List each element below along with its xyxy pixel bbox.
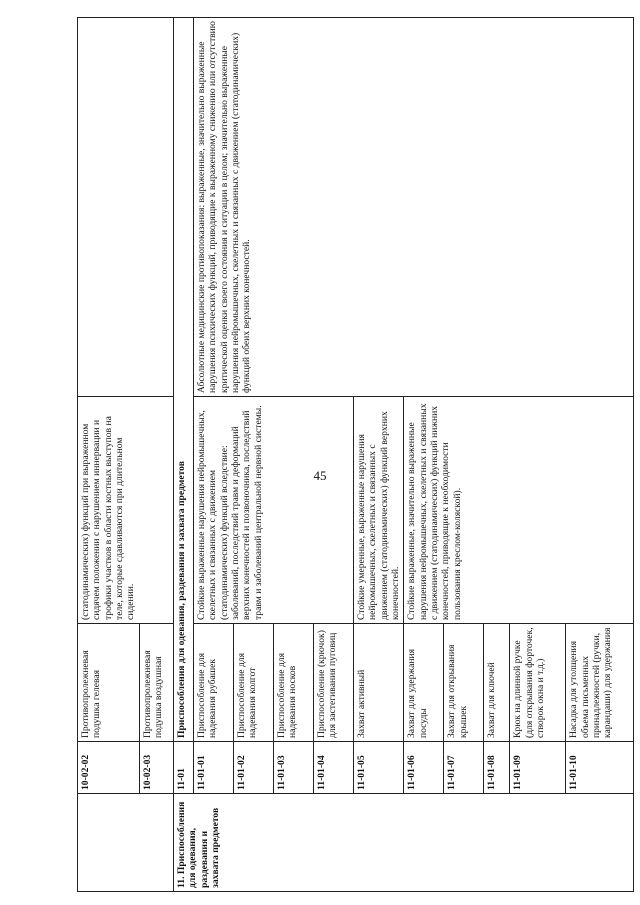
- row-code: 11-01-01: [194, 742, 234, 794]
- rotated-table-sheet: [77, 17, 614, 892]
- row-code: 11-01-06: [404, 742, 444, 794]
- row-code: 10-02-03: [140, 742, 174, 794]
- row-name: Приспособление (крючок) для застегивания пуговиц: [314, 624, 354, 742]
- row-code: 11-01-05: [354, 742, 404, 794]
- row-code: 11-01-03: [274, 742, 314, 794]
- row-name: Приспособление для надевания носков: [274, 624, 314, 742]
- section-row: [174, 18, 194, 892]
- page-number: 45: [313, 468, 327, 483]
- row-name: Захват для удержания посуды: [404, 624, 444, 742]
- row-code: 11-01-04: [314, 742, 354, 794]
- row-name: Противопролежневая подушка воздушная: [140, 624, 174, 742]
- row-indications: (статодинамических) функций при выраженном сидячем положении с нарушением иннервации и трофики участков в области костных выступов на теле, которые сдавливаются при длительном сидении.: [78, 397, 174, 624]
- table-row: [194, 18, 234, 892]
- row-code: 11-01-07: [444, 742, 484, 794]
- section-title: Приспособления для одевания, раздевания и захвата предметов: [174, 18, 194, 742]
- row-code: 11-01-08: [484, 742, 510, 794]
- row-code: 11-01-02: [234, 742, 274, 794]
- row-name: Насадка для утолщения объема письменных принадлежностей (ручки, карандаши) для удержания: [566, 624, 634, 742]
- row-indications: Стойкие умеренные, выраженные нарушения нейромышечных, скелетных и связанных с движением (статодинамических) функций верхних конечностей.: [354, 397, 404, 624]
- row-indications: Стойкие выраженные нарушения нейромышечных, скелетных и связанных с движением (статодинамических) функций вследствие: заболеваний, последствий травм и деформаций верхних конечностей и позвоночника, последствий травм и заболеваний центральной нервной системы.: [194, 397, 354, 624]
- devices-table: [77, 17, 634, 892]
- row-name: Приспособление для надевания рубашек: [194, 624, 234, 742]
- row-name: Захват активный: [354, 624, 404, 742]
- row-indications: Стойкие выраженные, значительно выраженные нарушения нейромышечных, скелетных и связанных с движением (статодинамических) функций нижних конечностей, приводящие к необходимости пользования креслом-коляской).: [404, 397, 634, 624]
- row-contraindications: Абсолютные медицинские противопоказания: выраженные, значительно выраженные нарушения психических функций, приводящие к выраженному снижению или отсутствию критической оценки своего состояния и ситуации в целом; значительно выраженные нарушения нейромышечных, скелетных и связанных с движением (статодинамических) функций обеих верхних конечностей.: [194, 18, 634, 397]
- section-code: 11-01: [174, 742, 194, 794]
- row-name: Крюк на длинной ручке (для открывания форточек, створок окна и т.д.): [510, 624, 566, 742]
- row-code: 11-01-09: [510, 742, 566, 794]
- row-name: Противопролежневая подушка гелевая: [78, 624, 140, 742]
- table-row: [78, 18, 140, 892]
- empty-cell: [78, 18, 174, 397]
- row-name: Захват для открывания крышек: [444, 624, 484, 742]
- row-code: 11-01-10: [566, 742, 634, 794]
- row-name: Приспособление для надевания колгот: [234, 624, 274, 742]
- empty-cell: [78, 794, 174, 892]
- row-code: 10-02-02: [78, 742, 140, 794]
- group-title: 11. Приспособления для одевания, раздевания и захвата предметов: [174, 794, 634, 892]
- row-name: Захват для ключей: [484, 624, 510, 742]
